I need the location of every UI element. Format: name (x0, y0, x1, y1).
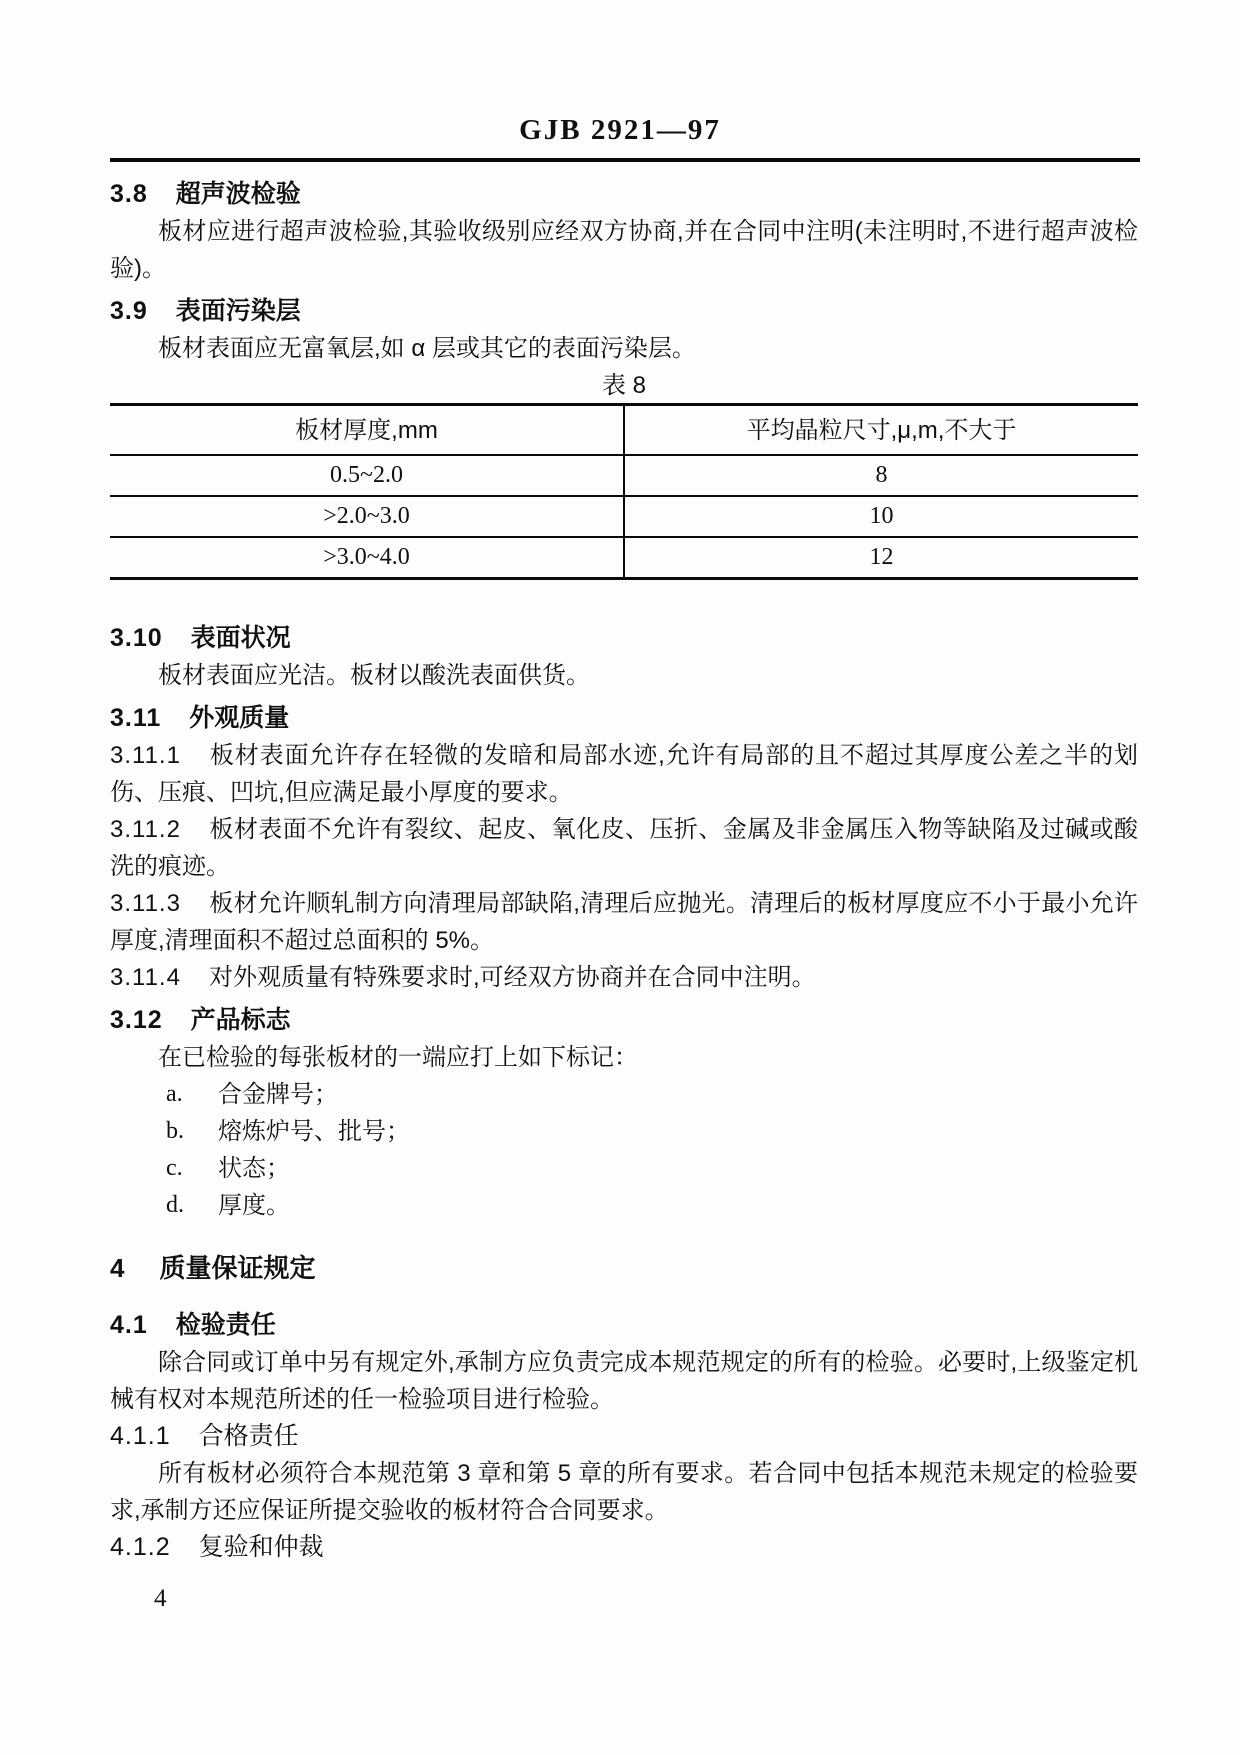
clause-3-11-4 (110, 959, 1138, 996)
heading-3-11 (110, 700, 1138, 737)
heading-3-9-title: 表面污染层 (175, 297, 301, 325)
paragraph-3-12-intro: 在已检验的每张板材的一端应打上如下标记： (158, 1044, 638, 1071)
clause-3-11-3 (110, 885, 1138, 959)
paragraph-4-1: 除合同或订单中另有规定外,承制方应负责完成本规范规定的所有的检验。必要时,上级鉴定机械有权对本规范所述的任一检验项目进行检验。 (110, 1349, 1138, 1413)
clause-3-11-2 (110, 811, 1138, 885)
table-cell-grain-2: 10 (624, 496, 1138, 537)
heading-3-8 (110, 176, 1138, 213)
mark-list (110, 1076, 1138, 1224)
list-item-letter-a: a. (166, 1081, 183, 1107)
heading-4-1-2-title: 复验和仲裁 (198, 1533, 324, 1561)
list-item (110, 1076, 1138, 1113)
heading-3-10-number: 3.10 (110, 624, 163, 652)
heading-4-1 (110, 1307, 1138, 1344)
heading-3-9 (110, 293, 1138, 330)
heading-4-1-2 (110, 1529, 1138, 1566)
clause-3-11-2-number: 3.11.2 (110, 816, 181, 843)
heading-4-1-number: 4.1 (110, 1311, 148, 1339)
table-8-header-thickness: 板材厚度,mm (110, 405, 624, 456)
table-cell-thickness-3: >3.0~4.0 (110, 537, 624, 579)
table-row (110, 455, 1138, 496)
header-rule (110, 158, 1140, 162)
table-8 (110, 403, 1138, 580)
table-cell-grain-3: 12 (869, 544, 894, 570)
heading-4-1-title: 检验责任 (175, 1311, 276, 1339)
heading-4-1-1-number: 4.1.1 (110, 1422, 171, 1450)
heading-3-8-number: 3.8 (110, 180, 148, 208)
clause-3-11-1-number: 3.11.1 (110, 742, 181, 769)
heading-3-9-number: 3.9 (110, 297, 148, 325)
heading-3-12 (110, 1002, 1138, 1039)
clause-3-11-4-text: 对外观质量有特殊要求时,可经双方协商并在合同中注明。 (208, 964, 816, 991)
table-row (110, 496, 1138, 537)
table-cell-grain-1: 8 (624, 455, 1138, 496)
paragraph-3-8: 板材应进行超声波检验,其验收级别应经双方协商,并在合同中注明(未注明时,不进行超声波检验)。 (110, 218, 1138, 282)
list-item-text-a: 合金牌号； (218, 1081, 338, 1108)
heading-3-12-number: 3.12 (110, 1006, 163, 1034)
clause-3-11-3-text: 板材允许顺轧制方向清理局部缺陷,清理后应抛光。清理后的板材厚度应不小于最小允许厚度,清理面积不超过总面积的 5%。 (110, 890, 1138, 954)
heading-4 (110, 1250, 1138, 1287)
list-item (110, 1113, 1138, 1150)
heading-3-12-title: 产品标志 (190, 1006, 291, 1034)
heading-3-8-title: 超声波检验 (175, 180, 301, 208)
heading-3-10 (110, 620, 1138, 657)
heading-4-1-1-title: 合格责任 (198, 1422, 299, 1450)
heading-3-11-title: 外观质量 (189, 704, 290, 732)
list-item-letter-b: b. (166, 1118, 184, 1144)
list-item-letter-d: d. (166, 1192, 184, 1218)
list-item (110, 1150, 1138, 1187)
list-item-text-b: 熔炼炉号、批号； (218, 1118, 410, 1145)
table-cell-thickness-1: 0.5~2.0 (110, 455, 624, 496)
table-8-caption: 表 8 (601, 372, 646, 399)
doc-code-header: GJB 2921—97 (519, 114, 721, 146)
table-8-header-grain-size: 平均晶粒尺寸,μ,m,不大于 (624, 405, 1138, 456)
clause-3-11-4-number: 3.11.4 (110, 964, 181, 991)
clause-3-11-3-number: 3.11.3 (110, 890, 181, 917)
table-row (110, 537, 1138, 579)
clause-3-11-1 (110, 737, 1138, 811)
heading-4-1-1 (110, 1418, 1138, 1455)
page-number: 4 (154, 1585, 167, 1612)
paragraph-4-1-1: 所有板材必须符合本规范第 3 章和第 5 章的所有要求。若合同中包括本规范未规定的检验要求,承制方还应保证所提交验收的板材符合合同要求。 (110, 1460, 1138, 1524)
heading-4-number: 4 (110, 1253, 126, 1283)
heading-4-title: 质量保证规定 (159, 1253, 316, 1283)
paragraph-3-9: 板材表面应无富氧层,如 α 层或其它的表面污染层。 (158, 335, 696, 362)
paragraph-3-10: 板材表面应光洁。板材以酸洗表面供货。 (158, 662, 590, 689)
list-item-text-d: 厚度。 (218, 1192, 290, 1219)
heading-3-10-title: 表面状况 (190, 624, 291, 652)
clause-3-11-1-text: 板材表面允许存在轻微的发暗和局部水迹,允许有局部的且不超过其厚度公差之半的划伤、压痕、凹坑,但应满足最小厚度的要求。 (110, 742, 1138, 806)
clause-3-11-2-text: 板材表面不允许有裂纹、起皮、氧化皮、压折、金属及非金属压入物等缺陷及过碱或酸洗的痕迹。 (110, 816, 1138, 880)
table-cell-thickness-2: >2.0~3.0 (110, 496, 624, 537)
table-8-header-row (110, 405, 1138, 456)
list-item (110, 1187, 1138, 1224)
page-content (110, 176, 1138, 1617)
heading-3-11-number: 3.11 (110, 704, 162, 732)
list-item-letter-c: c. (166, 1155, 183, 1181)
heading-4-1-2-number: 4.1.2 (110, 1533, 171, 1561)
list-item-text-c: 状态； (218, 1155, 290, 1182)
